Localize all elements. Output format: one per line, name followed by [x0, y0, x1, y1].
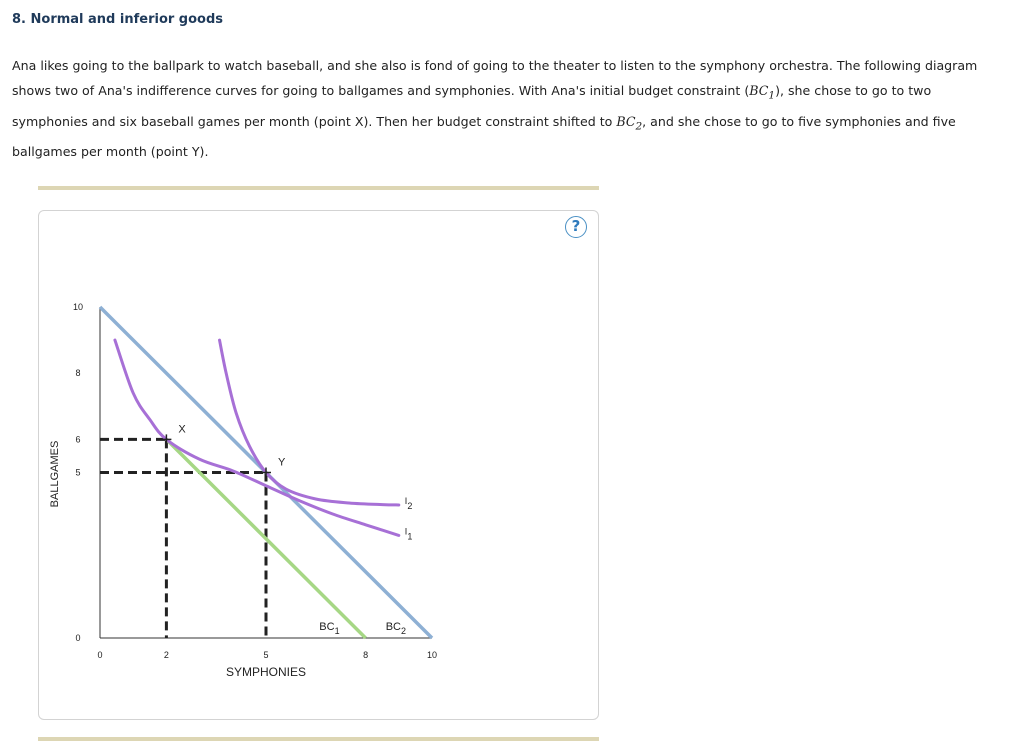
y-axis-title: BALLGAMES	[49, 440, 61, 508]
x-tick-label: 5	[263, 650, 269, 660]
budget-label-bc1: $BC_1$	[319, 621, 340, 636]
point-label-y: Y	[278, 456, 286, 469]
bc1-symbol: $BC_1$	[749, 83, 776, 102]
help-icon[interactable]: ?	[565, 216, 587, 238]
x-tick-label: 8	[363, 650, 369, 660]
section-heading: 8. Normal and inferior goods	[12, 12, 224, 27]
x-tick-label: 10	[426, 650, 438, 660]
indifference-label-i1: I1	[404, 526, 413, 542]
y-tick-label: 6	[75, 434, 81, 445]
indifference-curve-i2	[220, 340, 399, 505]
x-tick-label: 2	[163, 650, 169, 660]
y-tick-label: 5	[75, 467, 81, 478]
y-tick-label: 0	[75, 633, 81, 643]
x-axis-title: SYMPHONIES	[225, 665, 307, 679]
description-text-3: , and she chose to go to five symphonies and five ballgames per month (point Y).	[12, 113, 956, 160]
x-tick-label: 0	[97, 650, 103, 660]
y-tick-label: 10	[72, 302, 84, 312]
indifference-label-i2: I2	[404, 495, 413, 511]
budget-label-bc2: $BC_2$	[385, 621, 406, 636]
bottom-divider	[38, 737, 599, 741]
y-tick-label: 8	[75, 368, 81, 379]
point-label-x: X	[178, 423, 186, 436]
bc2-symbol: $BC_2$	[616, 113, 643, 133]
description-text-1: Ana likes going to the ballpark to watch baseball, and she also is fond of going to the theater to listen to the symphony orchestra. The following diagram shows two of Ana's indifference curves for going to ballgames and symphonies. With Ana's initial budget constraint (	[12, 58, 978, 98]
indifference-curve-i1	[115, 340, 399, 535]
description-text-2: ), she chose to go to two symphonies and six baseball games per month (point X). Then her budget constraint shifted to	[12, 83, 932, 129]
